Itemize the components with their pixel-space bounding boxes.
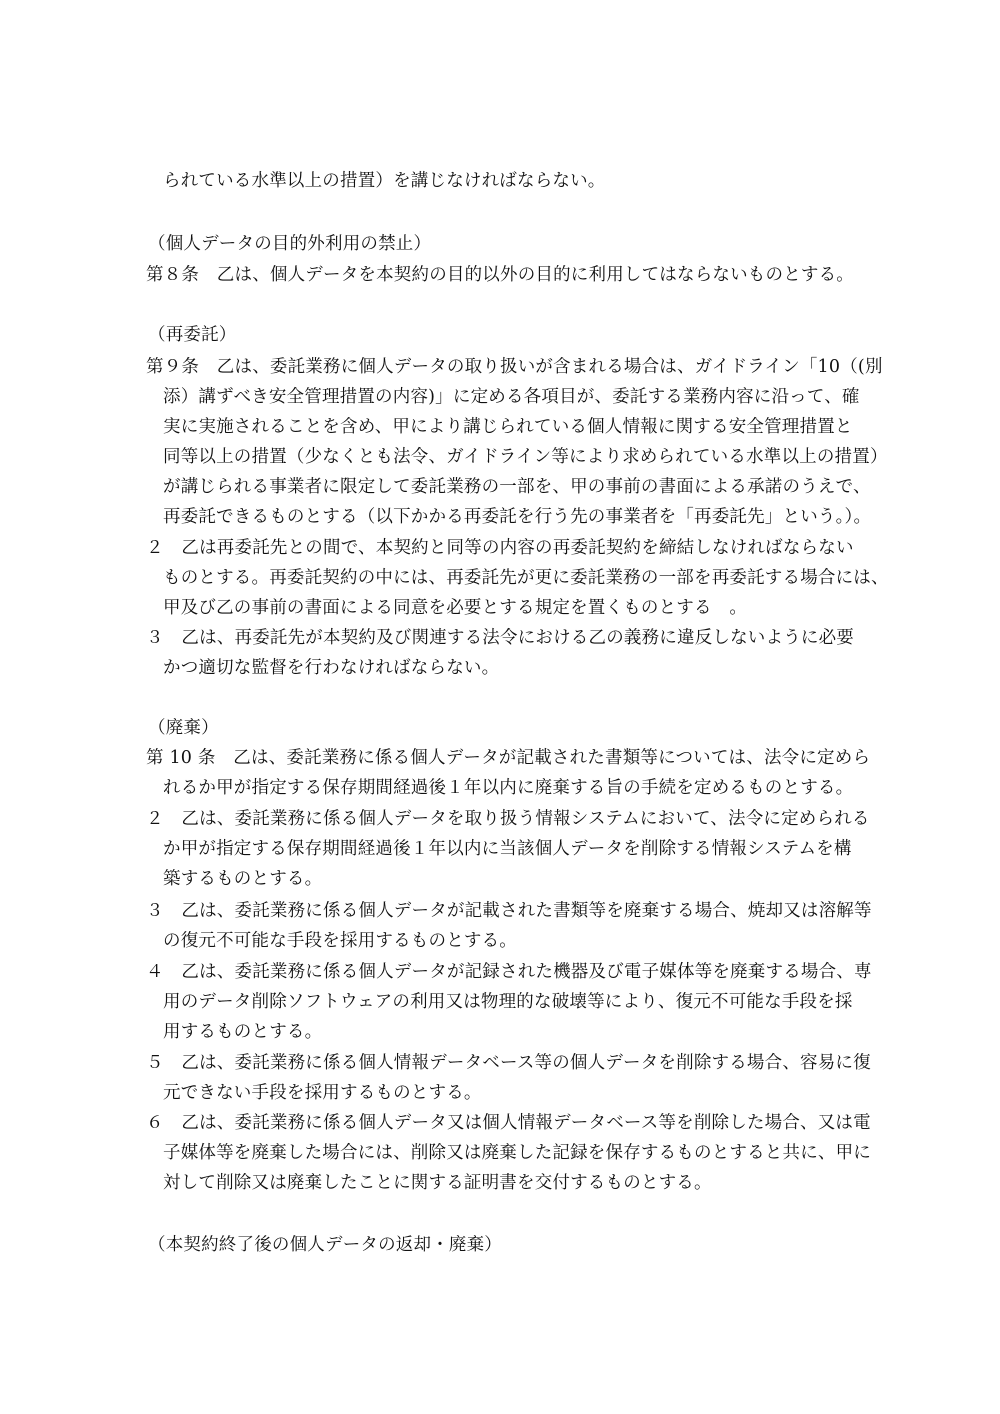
article-10-text: 第 10 条 乙は、委託業務に係る個人データが記載された書類等については、法令に定めら — [146, 748, 871, 768]
article-10-para-6: ６ 乙は、委託業務に係る個人データ又は個人情報データベース等を削除した場合、又は電 — [146, 1113, 871, 1133]
article-10-para-4-line: 用のデータ削除ソフトウェアの利用又は物理的な破壊等により、復元不可能な手段を採 — [163, 992, 853, 1012]
article-10-para-2: ２ 乙は、委託業務に係る個人データを取り扱う情報システムにおいて、法令に定められる — [146, 809, 870, 829]
article-9-para-2: ２ 乙は再委託先との間で、本契約と同等の内容の再委託契約を締結しなければならない — [146, 538, 854, 558]
article-10-para-4: ４ 乙は、委託業務に係る個人データが記録された機器及び電子媒体等を廃棄する場合、専 — [146, 962, 872, 982]
article-10-para-2-line: か甲が指定する保存期間経過後１年以内に当該個人データを削除する情報システムを構 — [163, 839, 852, 859]
article-9-para-3-line: かつ適切な監督を行わなければならない。 — [163, 658, 500, 678]
article-10-para-2-line: 築するものとする。 — [163, 869, 323, 889]
article-10-para-3: ３ 乙は、委託業務に係る個人データが記載された書類等を廃棄する場合、焼却又は溶解等 — [146, 901, 872, 921]
article-8-text: 第８条 乙は、個人データを本契約の目的以外の目的に利用してはならないものとする。 — [146, 265, 854, 285]
article-10-heading: （廃棄） — [148, 718, 219, 738]
article-9-line: 添）講ずべき安全管理措置の内容)」に定める各項目が、委託する業務内容に沿って、確 — [163, 387, 860, 407]
article-11-heading: （本契約終了後の個人データの返却・廃棄） — [148, 1235, 502, 1255]
article-10-line: れるか甲が指定する保存期間経過後１年以内に廃棄する旨の手続を定めるものとする。 — [163, 778, 854, 798]
article-9-para-3: ３ 乙は、再委託先が本契約及び関連する法令における乙の義務に違反しないように必要 — [146, 628, 854, 648]
article-9-line: 実に実施されることを含め、甲により講じられている個人情報に関する安全管理措置と — [163, 417, 853, 437]
article-9-line: が講じられる事業者に限定して委託業務の一部を、甲の事前の書面による承諾のうえで、 — [163, 477, 871, 497]
article-10-para-5: ５ 乙は、委託業務に係る個人情報データベース等の個人データを削除する場合、容易に復 — [146, 1053, 871, 1073]
article-10-para-5-line: 元できない手段を採用するものとする。 — [163, 1083, 482, 1103]
article-9-heading: （再委託） — [148, 325, 237, 345]
article-10-para-6-line: 子媒体等を廃棄した場合には、削除又は廃棄した記録を保存するものとすると共に、甲に — [163, 1143, 871, 1163]
article-9-para-2-line: ものとする。再委託契約の中には、再委託先が更に委託業務の一部を再委託する場合には、 — [163, 568, 889, 588]
article-10-para-3-line: の復元不可能な手段を採用するものとする。 — [163, 931, 517, 951]
article-10-para-6-line: 対して削除又は廃棄したことに関する証明書を交付するものとする。 — [163, 1173, 712, 1193]
article-9-para-2-line: 甲及び乙の事前の書面による同意を必要とする規定を置くものとする 。 — [163, 598, 748, 618]
article-10-para-4-line: 用するものとする。 — [163, 1022, 323, 1042]
continuation-line: られている水準以上の措置）を講じなければならない。 — [163, 171, 606, 191]
article-9-line: 再委託できるものとする（以下かかる再委託を行う先の事業者を「再委託先」という。）。 — [163, 507, 872, 527]
article-8-heading: （個人データの目的外利用の禁止） — [148, 234, 432, 254]
article-9-line: 第９条 乙は、委託業務に個人データの取り扱いが含まれる場合は、ガイドライン「10（(別 — [146, 357, 883, 377]
article-9-line: 同等以上の措置（少なくとも法令、ガイドライン等により求められている水準以上の措置） — [163, 447, 888, 467]
